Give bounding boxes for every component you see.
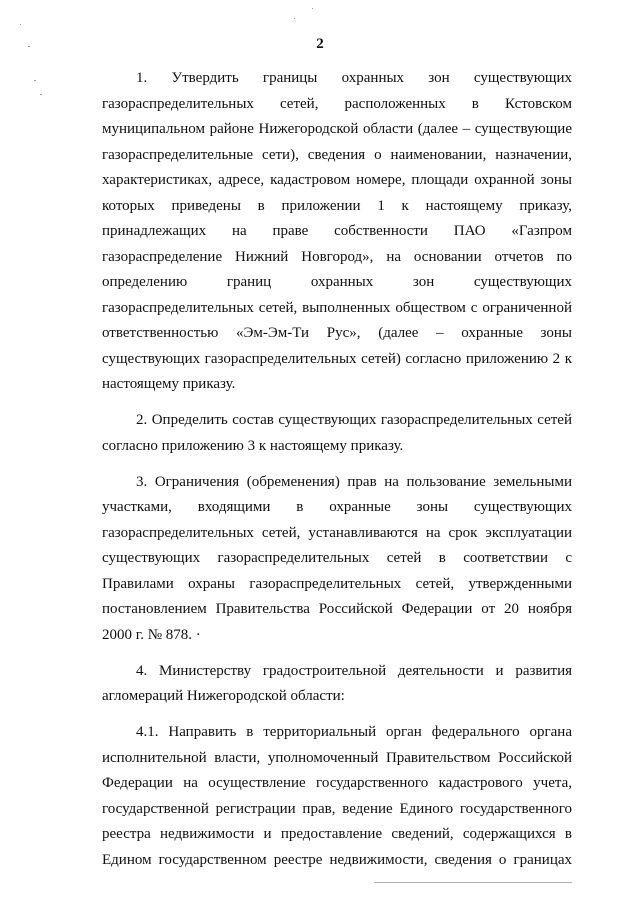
scan-speck <box>20 24 21 25</box>
page-number: 2 <box>316 36 324 52</box>
paragraph-4: 4. Министерству градостроительной деятельности и развития агломераций Нижегородской области: <box>102 662 572 704</box>
paragraph-4-1: 4.1. Направить в территориальный орган федерального органа исполнительной власти, уполномоченный Правительством Российской Федерации на осуществление государственного кадастрового учета, государственной регистрации прав, ведение Единого государственного реестра недвижимости и предоставление сведений, содержащихся в Едином государственном реестре недвижимости, сведения о границах <box>102 724 572 868</box>
paragraph-1: 1. Утвердить границы охранных зон существующих газораспределительных сетей, расположенных в Кстовском муниципальном районе Нижегородской области (далее – существующие газораспределительные сети), сведения о наименовании, назначении, характеристиках, адресе, кадастровом номере, площади охранной зоны которых приведены в приложении 1 к настоящему приказу, принадлежащих на праве собственности ПАО «Газпром газораспределение Нижний Новгород», на основании отчетов по определению границ охранных зон существующих газораспределительных сетей, выполненных обществом с ограниченной ответственностью «Эм-Эм-Ти Рус», (далее – охранные зоны существующих газораспределительных сетей) согласно приложению 2 к настоящему приказу. <box>102 70 572 392</box>
scan-speck <box>294 18 295 19</box>
scan-speck <box>40 94 42 95</box>
paragraph-3: 3. Ограничения (обременения) прав на пользование земельными участками, входящими в охранные зоны существующих газораспределительных сетей, устанавливаются на срок эксплуатации существующих газораспределительных сетей в соответствии с Правилами охраны газораспределительных сетей, утвержденными постановлением Правительства Российской Федерации от 20 ноября 2000 г. № 878. · <box>102 473 572 643</box>
page-bottom-rule <box>374 882 572 883</box>
document-body <box>102 66 572 884</box>
scan-speck <box>312 8 313 9</box>
paragraph-2: 2. Определить состав существующих газораспределительных сетей согласно приложению 3 к настоящему приказу. <box>102 412 572 454</box>
scan-speck <box>34 80 36 81</box>
